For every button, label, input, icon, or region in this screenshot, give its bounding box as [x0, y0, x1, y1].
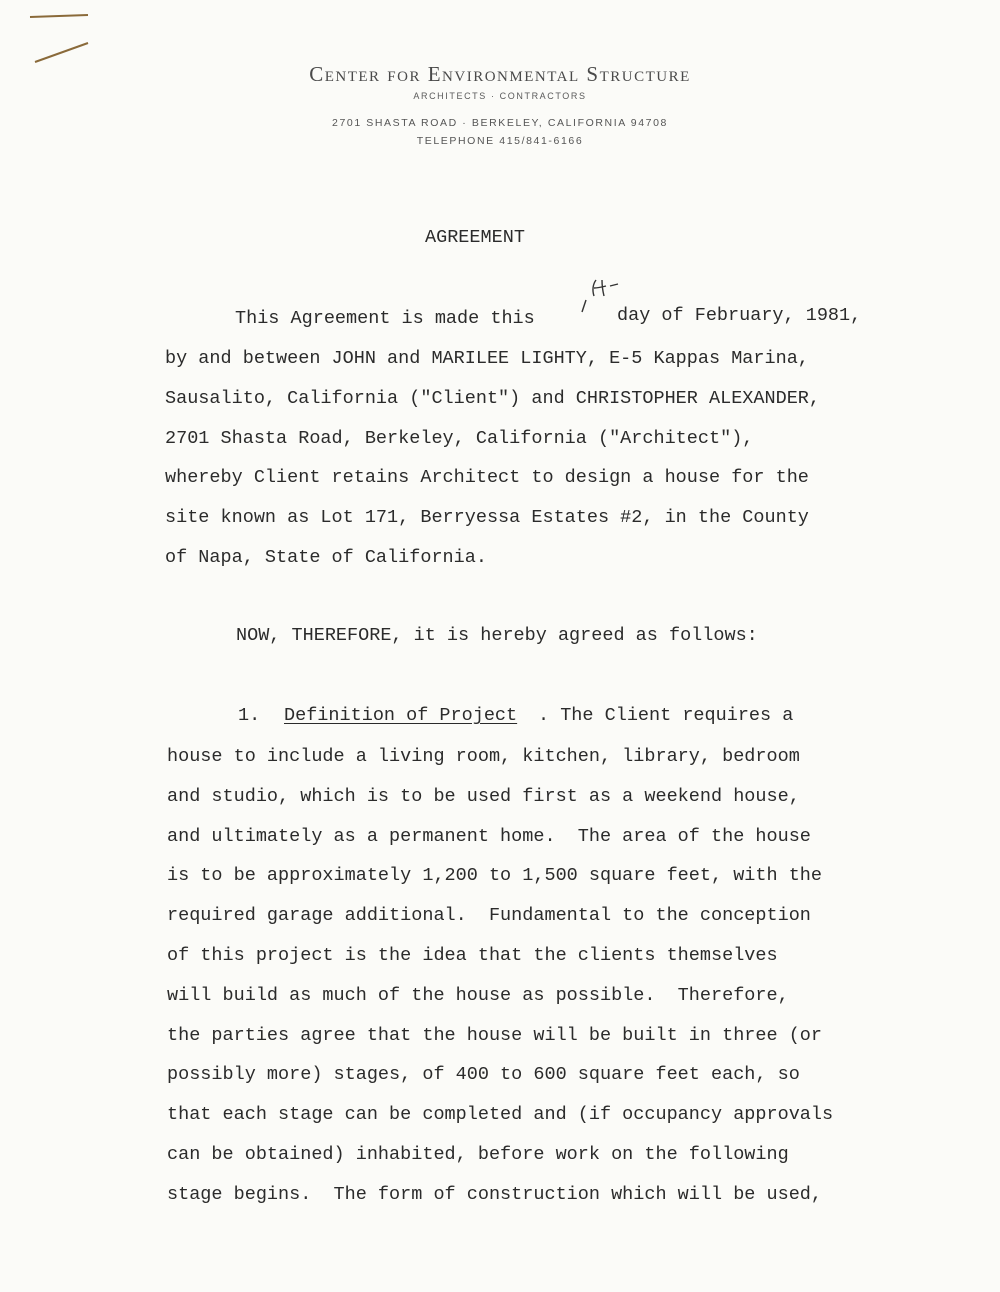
body-text-line: is to be approximately 1,200 to 1,500 square feet, with the	[167, 865, 823, 887]
letterhead-address: 2701 SHASTA ROAD · BERKELEY, CALIFORNIA 94708	[332, 117, 668, 129]
body-text-line: of this project is the idea that the clients themselves	[167, 945, 778, 966]
body-text-line: site known as Lot 171, Berryessa Estates #2, in the County	[165, 507, 809, 529]
body-text-line: and ultimately as a permanent home. The area of the house	[167, 825, 811, 847]
section-1-title: Definition of Project	[284, 705, 518, 726]
body-text-line: required garage additional. Fundamental to the conception	[167, 905, 811, 927]
body-text-line: will build as much of the house as possible. Therefore,	[167, 984, 789, 1006]
body-text-line: the parties agree that the house will be built in three (or	[167, 1024, 823, 1046]
body-text-line: of Napa, State of California.	[165, 547, 487, 568]
document-heading: AGREEMENT	[425, 227, 525, 248]
body-text-line: and studio, which is to be used first as a weekend house,	[167, 785, 800, 807]
para1-line1-end: day of February, 1981,	[617, 305, 862, 326]
body-text-line: house to include a living room, kitchen, library, bedroom	[167, 746, 800, 767]
section-1-number: 1.	[238, 705, 261, 726]
section-1-first-line-rest: . The Client requires a	[538, 705, 794, 726]
paragraph-2: NOW, THEREFORE, it is hereby agreed as follows:	[236, 625, 758, 646]
body-text-line: possibly more) stages, of 400 to 600 square feet each, so	[167, 1064, 800, 1086]
body-text-line: can be obtained) inhabited, before work on the following	[167, 1144, 789, 1165]
letterhead-name: Center for Environmental Structure	[309, 62, 691, 86]
body-text-line: by and between JOHN and MARILEE LIGHTY, E-5 Kappas Marina,	[165, 348, 809, 369]
body-text-line: stage begins. The form of construction which will be used,	[167, 1183, 823, 1205]
para1-line1-start: This Agreement is made this	[235, 308, 535, 329]
letterhead-telephone: TELEPHONE 415/841-6166	[416, 135, 584, 147]
letterhead	[260, 62, 740, 147]
letterhead-subtitle: ARCHITECTS · CONTRACTORS	[413, 91, 587, 101]
staple-marks	[0, 0, 100, 70]
body-text-line: 2701 Shasta Road, Berkeley, California ("Architect"),	[165, 427, 754, 449]
body-text-line: that each stage can be completed and (if occupancy approvals	[167, 1104, 834, 1126]
body-text-line: Sausalito, California ("Client") and CHRISTOPHER ALEXANDER,	[165, 387, 821, 409]
body-text-line: whereby Client retains Architect to design a house for the	[165, 467, 809, 489]
